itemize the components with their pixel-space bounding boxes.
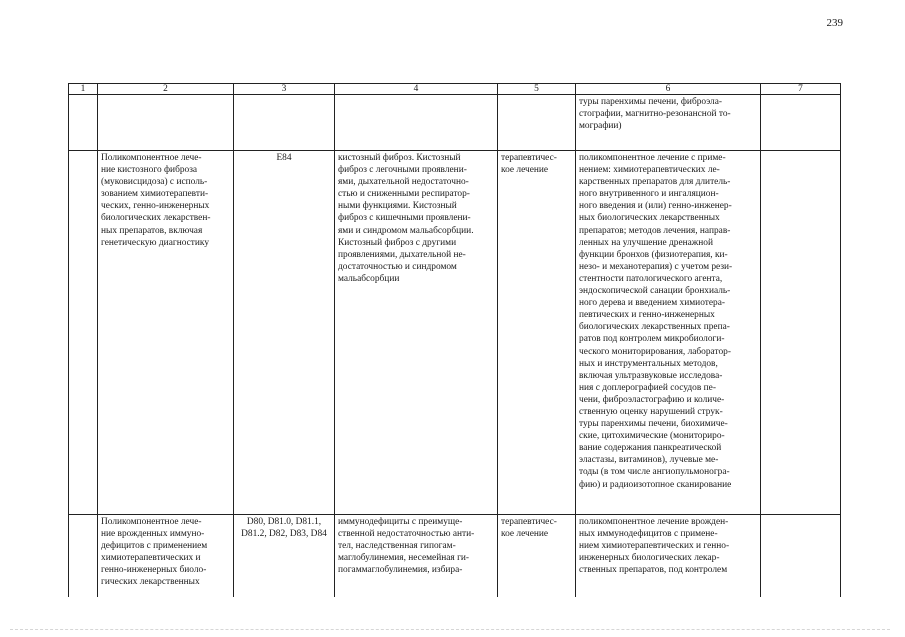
column-number-1: 1 xyxy=(69,84,98,95)
cell-treatment-type xyxy=(498,95,576,151)
cell-col1 xyxy=(69,151,98,515)
column-number-4: 4 xyxy=(335,84,498,95)
cell-icd-codes xyxy=(234,95,335,151)
cell-icd-codes: E84 xyxy=(234,151,335,515)
cell-treatment-method: поликомпонентное лечение врожден- ных иммунодефицитов с примене- нием химиотерапевтических и генно- инженерных биологических лекар- ственных препаратов, под контролем xyxy=(576,515,761,597)
cell-col7 xyxy=(761,515,841,597)
column-number-7: 7 xyxy=(761,84,841,95)
page-number: 239 xyxy=(826,17,843,29)
table-row-immunodeficiency xyxy=(69,515,841,597)
cell-treatment-type: терапевтичес- кое лечение xyxy=(498,151,576,515)
cell-patient-model: кистозный фиброз. Кистозный фиброз с легочными проявлени- ями, дыхательной недостаточно- стью и сниженными респиратор- ными функциями. Кистозный фиброз с кишечными проявлени- ями и синдромом мальабсорбции. Кистозный фиброз с другими проявлениями, дыхательной не- достаточностью и синдромом мальабсорбции xyxy=(335,151,498,515)
column-number-2: 2 xyxy=(98,84,234,95)
cell-treatment-name: Поликомпонентное лече- ние врожденных иммуно- дефицитов с применением химиотерапевтических и генно-инженерных биоло- гических лекарственных xyxy=(98,515,234,597)
cell-treatment-method: поликомпонентное лечение с приме- нением: химиотерапевтических ле- карственных препаратов для длитель- ного внутривенного и ингаляцион- ного введения и (или) генно-инженер- ных биологических лекарственных препаратов; методов лечения, направ- ленных на улучшение дренажной функции бронхов (физиотерапия, ки- незо- и механотерапия) с учетом рези- стентности патологического агента, эндоскопической санации бронхиаль- ного дерева и введением химиотера- певтических и генно-инженерных биологических лекарственных препа- ратов под контролем микробиологи- ческого мониторирования, лаборатор- ных и инструментальных методов, включая ультразвуковые исследова- ния с доплерографией сосудов пе- чени, фиброэластографию и количе- ственную оценку нарушений струк- туры паренхимы печени, биохимиче- ские, цитохимические (мониториро- вание содержания панкреатической эластазы, витаминов), лучевые ме- тоды (в том числе ангиопульмоногра- фию) и радиоизотопное сканирование xyxy=(576,151,761,515)
table-row-cystic-fibrosis xyxy=(69,151,841,515)
cell-patient-model xyxy=(335,95,498,151)
table-row-continuation xyxy=(69,95,841,151)
cell-col1 xyxy=(69,95,98,151)
cell-treatment-method: туры паренхимы печени, фиброэла- стографии, магнитно-резонансной то- мографии) xyxy=(576,95,761,151)
medical-care-table xyxy=(68,83,841,597)
column-number-3: 3 xyxy=(234,84,335,95)
cell-col1 xyxy=(69,515,98,597)
cell-treatment-name xyxy=(98,95,234,151)
cell-treatment-name: Поликомпонентное лече- ние кистозного фиброза (муковисцидоза) с исполь- зованием химиотерапевти- ческих, генно-инженерных биологических лекарствен- ных препаратов, включая генетическую диагностику xyxy=(98,151,234,515)
column-number-6: 6 xyxy=(576,84,761,95)
scan-edge-line xyxy=(10,629,890,630)
column-number-row xyxy=(69,84,841,95)
cell-patient-model: иммунодефициты с преимуще- ственной недостаточностью анти- тел, наследственная гипогам- маглобулинемия, несемейная ги- погаммаглобулинемия, избира- xyxy=(335,515,498,597)
cell-col7 xyxy=(761,151,841,515)
cell-col7 xyxy=(761,95,841,151)
cell-treatment-type: терапевтичес- кое лечение xyxy=(498,515,576,597)
column-number-5: 5 xyxy=(498,84,576,95)
cell-icd-codes: D80, D81.0, D81.1, D81.2, D82, D83, D84 xyxy=(234,515,335,597)
